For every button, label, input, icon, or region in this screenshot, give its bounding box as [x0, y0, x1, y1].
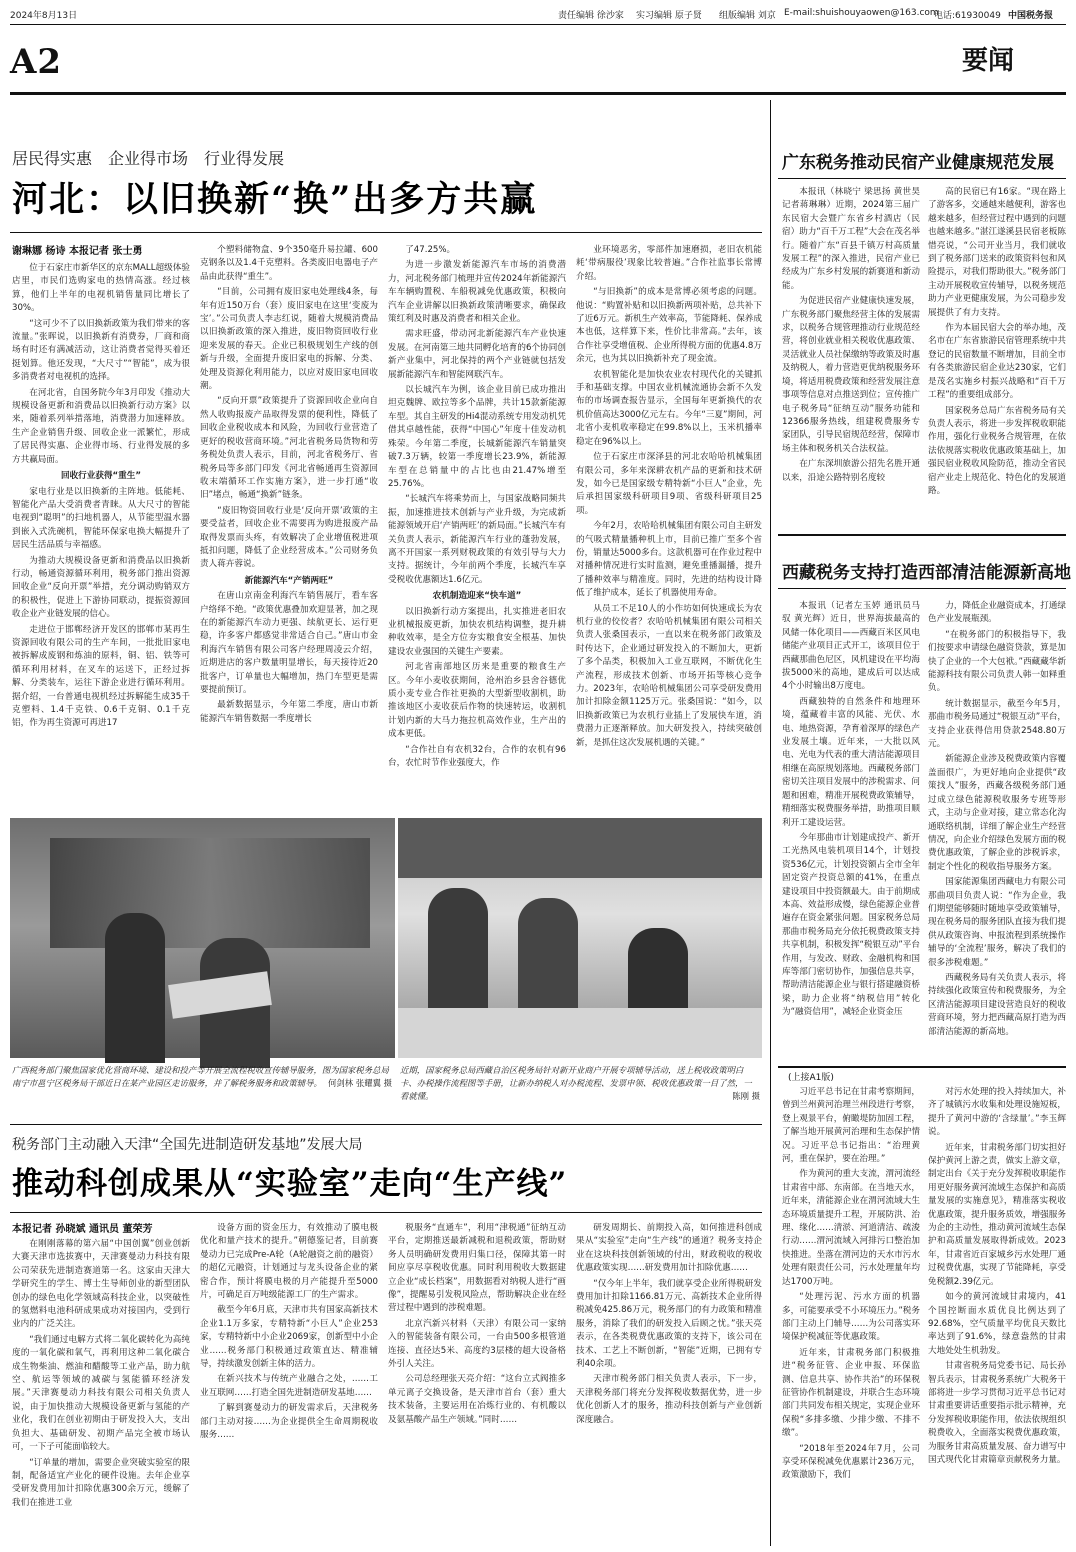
paragraph: 位于石家庄市深泽县的河北农哈哈机械集团有限公司，多年来深耕农机产品的更新和技术研发，如今已是国家级专精特新“小巨人”企业，先后承担国家级科研项目9项、省级科研项目25项。 — [576, 452, 762, 516]
paragraph: 甘肃省税务局党委书记、局长孙智兵表示，甘肃税务系统广大税务干部将进一步学习贯彻习近平总书记对甘肃重要讲话重要指示批示精神，充分发挥税收职能作用，依法依规组织税费收入，全面落实税费优惠政策，为服务甘肃高质量发展、奋力谱写中国式现代化甘肃篇章贡献税务力量。 — [928, 1361, 1066, 1465]
paper-name: 中国税务报 — [1008, 11, 1054, 21]
sidebar-1-col-2 — [928, 186, 1066, 522]
paragraph: “目前，公司拥有废旧家电处理线4条，每年有近150万台（套）废旧家电在这里‘变废为宝’。”公司负责人李志红说，随着大规模消费品以旧换新政策的深入推进，废旧物资回收行业迎来发展的春天。企业已积极规划生产线的创新与升级，全面提升废旧家电的拆解、分类、处理及资源化利用能力，以应对废旧家电回收潮。 — [200, 287, 378, 392]
paragraph: “处理污泥、污水方面的机器多，可能要承受不小环境压力。”税务部门主动上门辅导……为公司落实环境保护税减征等优惠政策。 — [782, 1292, 920, 1343]
photo-tax-officers-screen — [10, 818, 395, 1058]
bottom-byline: 本报记者 孙晓斌 通讯员 董荣芳 — [12, 1224, 153, 1235]
paragraph: “订单量的增加，需要企业突破实验室的限制，配备适宜产业化的硬件设施。去年企业享受研发费用加计扣除优惠300余万元，缓解了我们在推进工业 — [12, 1457, 190, 1508]
main-headline: 河北：以旧换新“换”出多方共赢 — [12, 179, 538, 220]
paragraph: 新能源企业涉及税费政策内容覆盖面很广，为更好地向企业提供“政策找人”服务，西藏各级税务部门通过成立绿色能源税收服务专班等形式，主动与企业对接，建立常态化沟通联络机制，详细了解企业生产经营情况，向企业介绍绿色发展方面的税费优惠政策，了解企业的涉税诉求，制定个性化的税收指导服务方案。 — [928, 754, 1066, 872]
bottom-kicker: 税务部门主动融入天津“全国先进制造研发基地”发展大局 — [12, 1137, 363, 1153]
paragraph: 以旧换新行动方案提出，扎实推进老旧农业机械报废更新，加快农机结构调整，提升耕种收效率，是全方位夯实粮食安全根基、加快建设农业强国的关键生产要素。 — [388, 606, 566, 657]
paragraph: 截至今年6月底，天津市共有国家高新技术企业1.1万多家，专精特新“小巨人”企业253家，专精特新中小企业2069家，创新型中小企业……税务部门积极通过政策直达、精准辅导，持续激发创新主体的活力。 — [200, 1305, 378, 1370]
subhead: 农机制造迎来“快车道” — [432, 591, 522, 602]
paragraph: 西藏税务局有关负责人表示，将持续强化政策宣传和税费服务，为全区清洁能源项目建设营造良好的税收营商环境，努力把西藏高原打造为西部清洁能源的新高地。 — [928, 972, 1066, 1037]
section-title: 要闻 — [962, 46, 1015, 76]
right-photo-credit: 陈刚 摄 — [732, 1091, 760, 1101]
monitor-wall — [50, 838, 370, 948]
main-kicker: 居民得实惠 企业得市场 行业得发展 — [12, 149, 285, 168]
paragraph: 在新兴技术与传统产业融合之处，……工业互联网……打造全国先进制造研发基地…… — [200, 1374, 378, 1398]
main-col-3 — [388, 244, 566, 769]
sidebar-rule — [778, 178, 1066, 179]
paragraph: 在河北省，自国务院今年3月印发《推动大规模设备更新和消费品以旧换新行动方案》以来，随着系列举措落地，消费潜力加速释放。生产企业销售升级、回收企业一派繁忙，形成了居民得实惠、企业得市场、行业得发展的多方共赢局面。 — [12, 387, 190, 465]
paragraph: “我们通过电解方式将二氧化碳转化为高纯度的一氧化碳和氧气，再利用这种二氧化碳合成生物柴油、燃油和醋酸等工业产品，助力航空、航运等领域的减碳与氢能循环经济发展。”天津赛曼动力科技有限公司相关负责人说，由于加快推动大规模设备更新与氢能的产业化，我们在创业初期由于研发投入大，支出负担大、基础研发、初期产品完全被市场认可，一下子可能面临较大。 — [12, 1334, 190, 1453]
sidebar-rule — [778, 1066, 1066, 1068]
header-rule — [10, 92, 1066, 95]
paragraph: 河北省南部地区历来是重要的粮食生产区。今年小麦收获期间，沧州治乡县舍谷德优质小麦专业合作社更换的大型新型收割机，助推该地区小麦收获后作物的快速转运，收割机计划内新的大马力拖拉机高效作业，生产出的成本更低。 — [388, 662, 566, 740]
paragraph: 了47.25%。 — [405, 245, 456, 255]
bottom-col-2 — [200, 1222, 378, 1546]
bottom-headline-rule — [10, 1212, 762, 1213]
bottom-headline: 推动科创成果从“实验室”走向“生产线” — [12, 1166, 568, 1202]
paragraph: 家电行业是以旧换新的主阵地。低能耗、智能化产品大受消费者青睐。从大尺寸的智能电视到“聪明”的扫地机器人，从节能型温水器到嵌入式洗碗机，智能环保家电换大幅提升了居民生活品质与幸福感。 — [12, 486, 190, 551]
continued-label: (上接A1版) — [788, 1073, 834, 1083]
paragraph: 作为本届民宿大会的举办地，茂名市在广东省旅游民宿管理系统中共登记的民宿数量不断增加，目前全市有各类旅游民宿企业达230家，它们是茂名实施乡村振兴战略和“百千万工程”的重要组成部分。 — [928, 323, 1066, 401]
bottom-col-3 — [388, 1222, 566, 1546]
main-col-4 — [576, 244, 762, 748]
paragraph: “废旧物资回收行业是‘反向开票’政策的主要受益者，回收企业不需要再为购进报废产品取得发票而头疼，有效解决了企业增值税进项抵扣问题，降低了企业经营成本。”公司财务负责人蒋卉蓉说。 — [200, 505, 378, 570]
shop-ceiling — [398, 818, 762, 878]
paragraph: “这可少不了以旧换新政策为我们带来的客流量。”张晖说，以旧换新有消费券，厂商和商场有时还有满减活动，这让消费者觉得买着还挺划算。他还发现，“大尺寸”“智能”，成为很多消费者对电视机的选择。 — [12, 318, 190, 383]
top-rule — [10, 24, 1066, 25]
subhead: 新能源汽车“产销两旺” — [244, 575, 334, 586]
paragraph: 为进一步激发新能源汽车市场的消费潜力，河北税务部门梳理并宣传2024年新能源汽车车辆购置税、车船税减免优惠政策，积极向汽车企业讲解以旧换新政策清晰要求，确保政策红利及时惠及消费者和相关企业。 — [388, 260, 566, 325]
right-photo-caption: 近期，国家税务总局西藏自治区税务局针对新开业商户开展专项辅导活动，送上税收政策明白卡、办税操作流程图等手册，让新办纳税人对办税流程、发票申领、税收优惠政策一目了然，一看就懂。 陈刚 摄 — [400, 1065, 760, 1101]
paragraph: “反向开票”政策提升了资源回收企业向自然人收购报废产品取得发票的便利性，降低了回收企业税收成本和风险，为回收行业营造了更好的税收营商环境。”河北省税务局货物和劳务税处负责人表示，目前，河北省税务厅、省税务局等多部门印发《河北省畅通再生资源回收末端循环工作实施方案》，进一步打通“收旧”堵点，畅通“换新”链条。 — [200, 396, 378, 501]
paragraph: 走进位于邯郸经济开发区的邯郸市某再生资源回收有限公司的生产车间，一批批旧家电被拆解成废钢和炼油的原料，铜、铝、铁等可循环利用材料，在叉车的运送下，正经过拆解、分类装车，运往下游企业进行循环利用。据介绍，一台普通电视机经过拆解能生成35千克塑料、1.4千克铁、0.6千克铜、0.1千克铝，作为再生资源可再进17 — [12, 624, 190, 729]
paragraph: 近年来，甘肃税务部门积极推进“税务征管、企业申报、环保监测、信息共享、协作共治”的环保税征管协作机制建设，并联合生态环境部门共同发布相关规定，实现企业环保税“多排多缴、少排少缴、不排不缴”。 — [782, 1347, 920, 1439]
editor: 责任编辑 徐沙家 — [558, 11, 624, 21]
sidebar-divider — [770, 100, 771, 1546]
paragraph: 位于石家庄市新华区的京东MALL超级体验店里，市民们选购家电的热情高涨。经过核算，他们上半年的电视机销售量同比增长了30%。 — [12, 263, 190, 314]
bottom-article-rule — [10, 1124, 762, 1125]
paragraph: 今年那曲市计划建成投产、新开工光热风电装机项目14个，计划投资536亿元，计划投资额占全市全年固定资产投资总额的41%，在重点建设项目中投资额最大。由于前期成本高、效益形成慢，绿色能源企业普遍存在资金紧张问题。国家税务总局那曲市税务局充分依托税费政策支持共享机制，积极发挥“税银互动”平台作用，与发改、财政、金融机构和国库等部门密切协作，加强信息共享，帮助清洁能源企业与银行搭建融资桥梁，助力企业将“纳税信用”转化为“融资信用”，减轻企业资金压 — [782, 832, 920, 1018]
continued-col-1 — [782, 1086, 920, 1546]
main-col-2 — [200, 244, 378, 722]
continued-col-2 — [928, 1086, 1066, 1546]
paragraph: 北京汽新兴材料（天津）有限公司一家纳入的智能装备有限公司，一台由500多根管道连接、直径达5米、高度约3层楼的超大设备格外引人关注。 — [388, 1318, 566, 1370]
paragraph: 农机智能化是加快农业农村现代化的关键抓手和基础支撑。中国农业机械流通协会新不久发布的市场调查报告显示，全国每年更新换代的农机价值高达3000亿元左右。今年“三夏”期间，河北省小麦机收率稳定在99.8%以上，玉米机播率稳定在96%以上。 — [576, 369, 762, 447]
paragraph: 个塑料储物盒、9个350毫升易拉罐、600克钢条以及1.4千克塑料。各类废旧电器电子产品由此获得“重生”。 — [200, 245, 378, 282]
sidebar-rule — [778, 534, 1066, 536]
paragraph: 近年来，甘肃税务部门切实担好保护黄河上游之责，做实上游文章，制定出台《关于充分发挥税收职能作用更好服务黄河流域生态保护和高质量发展的实施意见》，精准落实税收优惠政策，提升服务质效，增强服务为企的主动性，推动黄河流域生态保护和高质量发展取得新成效。2023年，甘肃省近百家城乡污水处理厂通过税费优惠，实现了节能降耗，享受免税额2.39亿元。 — [928, 1142, 1066, 1287]
paragraph: 作为黄河的重大支流，渭河流经甘肃省中部、东南部。在当地天水，近年来，清能源企业在渭河流域大生态环境质量提升工程，开展防洪、治理、缘化……清淤、河道清洁、疏浚行动……渭河流域入河排污口整治加快推进。坐落在渭河边的天水市污水处理有限责任公司，污水处理量年均达1700万吨。 — [782, 1169, 920, 1287]
masthead-bar — [10, 8, 1066, 24]
sidebar-1-col-1 — [782, 186, 920, 522]
paragraph: 对污水处理的投入持续加大，补齐了城镇污水收集和处理设施短板，提升了黄河中游的‘含绿量’。”李玉辉说。 — [928, 1087, 1066, 1138]
bottom-col-1 — [12, 1238, 190, 1546]
sidebar-headline-2: 西藏税务支持打造西部清洁能源新高地 — [782, 563, 1071, 583]
paragraph: 设备方面的资金压力，有效推动了膜电极优化和量产技术的提升。”朝德鉴记者，目前赛曼动力已完成Pre-A轮（A轮融资之前的融资）的超亿元融资，计划通过与龙头设备企业的紧密合作，预计将膜电极的月产能提升至5000片，可确足百万吨级能源工厂的生产需求。 — [200, 1223, 378, 1301]
paragraph: “2018年至2024年7月，公司享受环保税减免优惠累计236万元，政策激励下，我们 — [782, 1443, 920, 1481]
page-number: A2 — [10, 42, 63, 82]
left-photo-credit: 何剑林 张耀翼 摄 — [328, 1078, 392, 1088]
paragraph: 以长城汽车为例，该企业目前已成功推出坦克魏牌、欧拉等多个品牌，共计15款新能源车型。其自主研发的Hi4混动系统专用发动机凭借其卓越性能，获得“中国心”年度十佳发动机殊荣。今年第二季度，长城新能源汽车销量突破7.3万辆，较第一季度增长23.9%，新能源车型在总销量中的占比也由21.47%增至25.76%。 — [388, 385, 566, 489]
paragraph: “长城汽车将乘势而上，与国家战略同频共振，加速推进技术创新与产业升级，为完成新能源领域开启‘产销两旺’的新局面。”长城汽车有关负责人表示，新能源汽车行业的蓬勃发展，离不开国家一系列财税政策的有效引导与大力支持。据统计，今年前两个季度，长城汽车享受税收优惠额达1.6亿元。 — [388, 494, 566, 585]
phone: 电话:61930049 — [934, 11, 1001, 21]
paragraph: 力，降低企业融资成本，打通绿色产业发展瓶颈。 — [928, 601, 1066, 625]
subhead: 回收行业获得“重生” — [60, 471, 142, 482]
main-headline-rule — [10, 232, 762, 233]
intern-editor: 实习编辑 原子贤 — [636, 11, 702, 21]
paragraph: 天津市税务部门相关负责人表示，下一步，天津税务部门将充分发挥税收数据优势，进一步优化创新人才的服务，推动科技创新与产业创新深度融合。 — [576, 1374, 762, 1425]
paragraph: 为推动大规模设备更新和消费品以旧换新行动，畅通资源循环利用，税务部门推出资源回收企业“反向开票”举措，充分调动购销双方的积极性，促进上下游协同联动，提振资源回收企业产业链发展的信心。 — [12, 555, 190, 620]
sidebar-rule — [778, 588, 1066, 589]
main-byline: 谢琳娜 杨诗 本报记者 张士勇 — [12, 246, 143, 257]
paragraph: 国家能源集团西藏电力有限公司那曲项目负责人说：“作为企业，我们期望能够随时随地享受政策辅导，现在税务局的服务团队直接为我们提供从政策咨询、申报流程到系统操作辅导的‘全流程’服务，解决了我们的很多涉税难题。” — [928, 877, 1066, 968]
paragraph: 了解到赛曼动力的研发需求后，天津税务部门主动对接……为企业提供全生命周期税收服务…… — [200, 1403, 378, 1441]
paragraph: 税服务“直通车”，利用“津税通”征纳互动平台，定期推送最新减税和退税政策，帮助财务人员明确研发费用归集口径，保障其第一时间应享尽享税收优惠。同时利用税收大数据建立企业“成长档案”，用数据看对纳税人进行“画像”，提醒易引发税风险点，帮助解决企业在经营过程中遇到的涉税难题。 — [388, 1223, 566, 1314]
main-col-1 — [12, 262, 190, 729]
sidebar-2-col-1 — [782, 600, 920, 1060]
paragraph: “合作社自有农机32台，合作的农机有96台，农忙时节作业强度大，作 — [388, 744, 566, 769]
counter — [398, 1008, 762, 1058]
paragraph: 西藏独特的自然条件和地理环境，蕴藏着丰富的风能、光伏、水电、地热资源，孕育着深厚的绿色产业发展土壤。近年来，一大批以风电、光电为代表的重大清洁能源项目相继在高原规划落地。西藏税务部门密切关注项目发展中的涉税需求、问题和困难，精准开展税费政策辅导，精细落实税费服务举措，助推项目顺利开工建设运营。 — [782, 696, 920, 828]
paragraph: “在税务部门的积极指导下，我们按要求申请绿色融资贷款，算是加快了企业的一个大包袱。”西藏藏华新能源科技有限公司负责人韩一如释重负。 — [928, 629, 1066, 694]
paragraph: 本报讯（林晓宁 梁思扬 黄世昊 记者蒋琳琳）近期，2024第三届广东民宿大会暨广东省乡村酒店（民宿）助力“百千万工程”大会在茂名举行。随着广东“百县千镇万村高质量发展工程”的深入推进，民宿产业已经成为广东乡村发展的新赛道和新动能。 — [782, 187, 920, 291]
paragraph: 如今的黄河流域甘肃境内，41个国控断面水质优良比例达到了92.68%，空气质量平均优良天数比率达到了91.6%，绿意盎然的甘肃大地处处生机勃发。 — [928, 1292, 1066, 1356]
issue-date: 2024年8月13日 — [10, 11, 78, 21]
sidebar-2-col-2 — [928, 600, 1066, 1060]
paragraph: 习近平总书记在甘肃考察期间，曾到兰州黄河治理兰州段进行考察，登上观景平台，俯瞰堤防加固工程，了解当地开展黄河治理和生态保护情况。习近平总书记指出：“治理黄河，重在保护，要在治理。” — [782, 1087, 920, 1165]
paragraph: “仅今年上半年，我们就享受企业所得税研发费用加计扣除1166.81万元、高新技术企业所得税减免425.86万元，税务部门的有力政策和精准服务，消除了我们的研发投入后顾之忧。”张天亮表示，在各类税费优惠政策的支持下，该公司在技术、工艺上不断创新，“智能”近期，已拥有专利40余项。 — [576, 1278, 762, 1370]
paragraph: 公司总经理张天亮介绍：“这台立式阀推多单元离子交换设备，是天津市首台（套）重大技术装备，主要运用在冶炼行业的、有机酸以及氨基酸产品生产领域。”同时…… — [388, 1374, 566, 1425]
email: E-mail:shuishouyaowen@163.com — [784, 8, 939, 18]
bottom-col-4 — [576, 1222, 762, 1546]
paragraph: 国家税务总局广东省税务局有关负责人表示，将进一步发挥税收职能作用，强化行业税务合规管理，在依法依规落实税收优惠政策基础上，加强民宿业税收风险防范，推动全省民宿产业走上规范化、特色化的发展道路。 — [928, 405, 1066, 496]
paragraph: 最新数据显示，今年第二季度，唐山市新能源汽车销售数据一季度增长 — [200, 700, 378, 724]
person-silhouette — [105, 913, 165, 1063]
left-photo-caption: 广西税务部门聚焦国家优化营商环境、建设和投产等开展全流程税收宣传辅导服务，图为国家税务总局南宁市邕宁区税务局干部近日在某产业园区走访服务，并了解税务服务和政策辅导。 何剑林 张耀翼 摄 — [12, 1065, 392, 1088]
paragraph: 研发周期长、前期投入高，如何推进科创成果从“实验室”走向“生产线”的通道？税务支持企业在这块科技创新领域的付出，财政税收的税收优惠政策实现……研发费用加计扣除优惠…… — [576, 1223, 762, 1274]
layout-editor: 组版编辑 刘京 — [719, 11, 776, 21]
sidebar-headline-1: 广东税务推动民宿产业健康规范发展 — [782, 153, 1054, 173]
paragraph: 统计数据显示，截至今年5月，那曲市税务局通过“税银互动”平台，支持企业获得信用贷款2548.80万元。 — [928, 698, 1066, 750]
paragraph: 高的民宿已有16家。“现在路上了游客多，交通越来越便利，游客也越来越多，但经营过程中遇到的问题也越来越多。”湛江遂溪县民宿老板陈惜亮说，“公司开业当月，我们就收到了税务部门送来的政策资料包和风险提示，对我们帮助很大。”税务部门主动开展税收宣传辅导，以税务规范助力产业更健康发展，为公司稳步发展提供了有力支持。 — [928, 187, 1066, 318]
paragraph: 为促进民宿产业健康快速发展，广东税务部门聚焦经营主体的发展需求，以税务合规管理推动行业规范经营，将创业就业相关税收优惠政策、灵活就业人员社保缴纳等政策及时惠及纳税人，着力营造更优纳税服务环境，将适用税费政策和经营发展注意事项等信息对点推送到位；宣传推广电子税务局“征纳互动”服务功能和12366服务热线，组建税费服务专家团队，引导民宿规范经营，保障市场主体和税务机关合法权益。 — [782, 296, 920, 454]
paragraph: 在广东深圳旅游公招先名胜开通以来，沿途公路特别名度较 — [782, 459, 920, 483]
paragraph: 本报讯（记者左玉婷 通讯员马驭 黄光辉）近日，世界海拔最高的风储一体化项目——西藏百米区风电储能产业项目正式开工，该项目位于西藏那曲色尼区，风机建设在平均海拔5000米的高地，建成后可以达成4个小时输出8万度电。 — [782, 601, 920, 692]
paragraph: 业环境恶劣，零部件加速磨损，老旧农机能耗‘带病服役’现象比较普遍。”合作社监事长常博介绍。 — [576, 245, 762, 282]
paragraph: 今年2月，农哈哈机械集团有限公司自主研发的气吸式精量播种机上市，目前已推广至多个省份，销量达5000多台。这款机器可在作业过程中对播种情况进行实时监测，避免重播漏播，提升了播种效率与精准度。同时，先进的结构设计降低了维护成本，延长了机器使用寿命。 — [576, 521, 762, 599]
paragraph: 在刚刚落幕的第六届“中国创翼”创业创新大赛天津市选拔赛中，天津赛曼动力科技有限公司荣获先进制造赛道第一名。这家由天津大学研究生的学生、博士生导师创业的新型团队创办的绿色电化学领域高科技企业，以突破性的氢燃料电池科研成果成功对接国内，受到行业内的广泛关注。 — [12, 1239, 190, 1330]
paragraph: 需求旺盛，带动河北新能源汽车产业快速发展。在河南第三地共同孵化培育的6个协同创新产业集中，河北保持的两个产业链就包括发展新能源汽车和智能网联汽车。 — [388, 329, 566, 380]
paragraph: “与旧换新”的成本是常博必须考虑的问题。他说：“购置补贴和以旧换新两项补贴，总共补下了近6万元。新机生产效率高，节能降耗、保养成本也低，这样算下来，性价比非常高。”去年，该合作社享受增值税、企业所得税方面的优惠4.8万余元，也为其以旧换新补充了现金流。 — [576, 287, 762, 365]
paragraph: 在唐山京南金利海汽车销售展厅，看车客户络绎不绝。“政策优惠叠加欢迎显著，加之现在的新能源汽车动力更强、续航更长、运行更稳，许多客户都感觉非常适合自己。”唐山市金利海汽车销售有限公司客户经理周凌云介绍，近期进店的客户数量明显增长，每天接待近20批客户，订单量也大幅增加，热门车型更是需要提前预订。 — [200, 591, 378, 695]
photo-shop-counter — [398, 818, 762, 1058]
paragraph: 从员工不足10人的小作坊如何快速成长为农机行业的佼佼者？农哈哈机械集团有限公司相关负责人张桑国表示，一直以来在税务部门政策及时传达下，企业通过研发投入的不断加大，更新了多个品类，积极加入工业互联网，不断优化生产流程，形成技术创新、市场开拓等核心竞争力。2023年，农哈哈机械集团公司享受研发费用加计扣除金额1125万元。张桑国说：“如今，以旧换新政策已为农机行业插上了发展快车道，消费潜力正逐渐释放。加大研发投入，持续突破创新，是抓住这次发展机遇的关键。” — [576, 603, 762, 748]
